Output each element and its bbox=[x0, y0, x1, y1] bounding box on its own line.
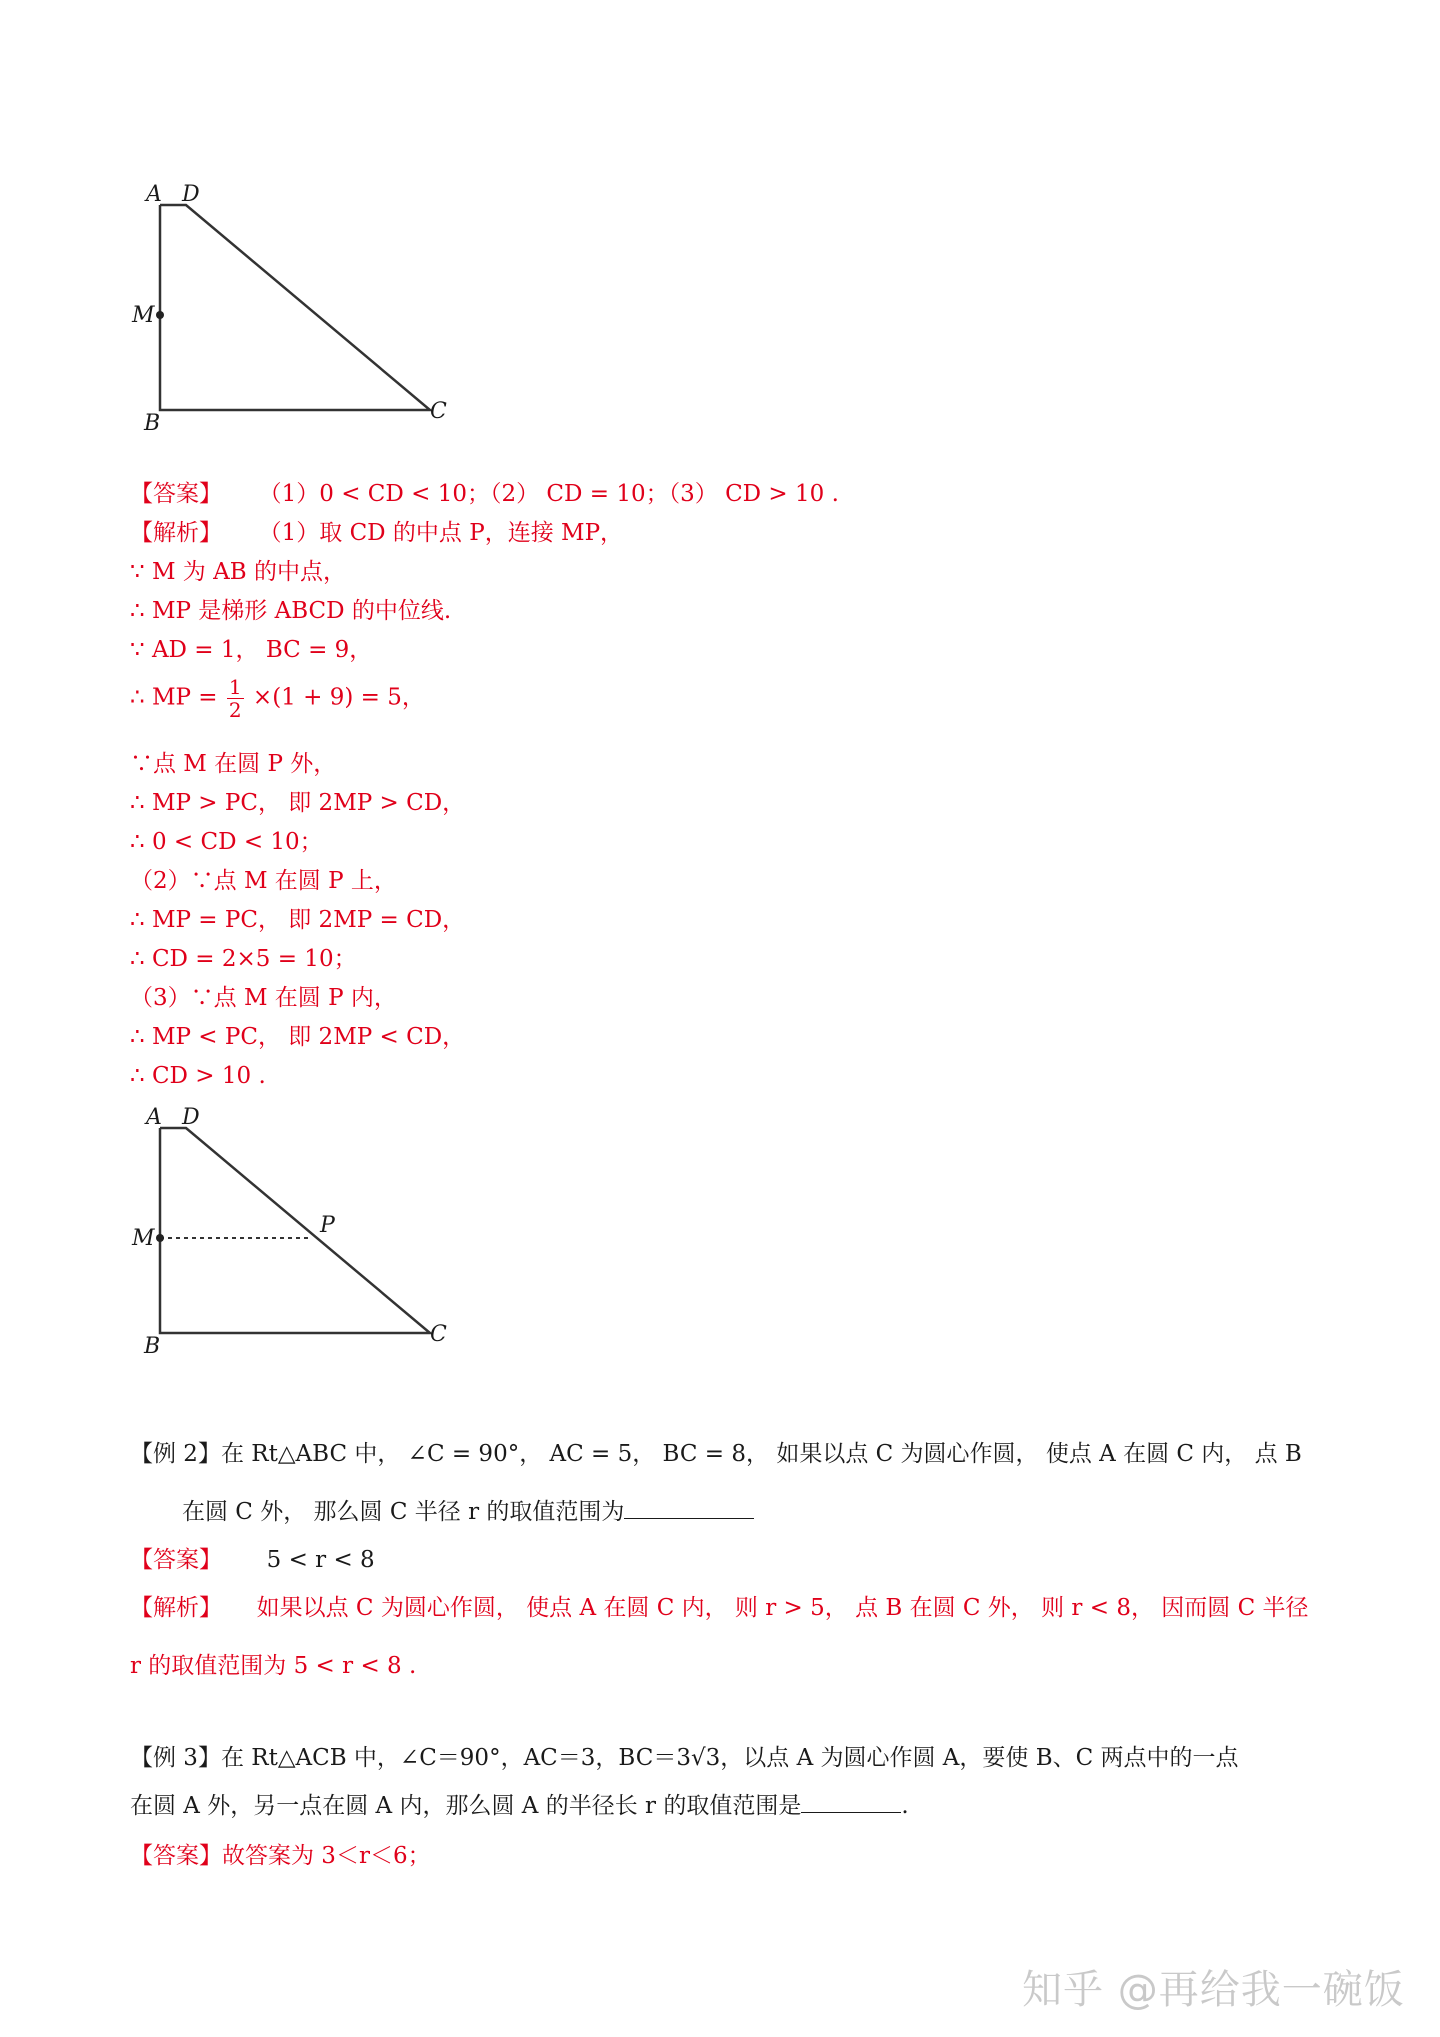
label-b: B bbox=[144, 1334, 161, 1359]
analysis-line-1 bbox=[130, 517, 623, 549]
analysis-tag: 【解析】 bbox=[130, 520, 222, 546]
answer-text: （1）0 < CD < 10；（2） CD = 10；（3） CD > 10 . bbox=[258, 481, 839, 507]
trapezoid-figure-1 bbox=[130, 175, 460, 445]
analysis-step-1: （1）取 CD 的中点 P，连接 MP， bbox=[258, 520, 624, 546]
label-m: M bbox=[132, 1226, 155, 1251]
analysis-step-4: ∵ AD = 1， BC = 9， bbox=[130, 637, 373, 663]
analysis-step-14: ∴ CD > 10 . bbox=[130, 1063, 266, 1089]
analysis-step-5 bbox=[130, 676, 425, 721]
analysis-step-7: ∴ MP > PC， 即 2MP > CD， bbox=[130, 790, 466, 816]
analysis-step-3: ∴ MP 是梯形 ABCD 的中位线. bbox=[130, 598, 452, 624]
analysis-step-6: ∵点 M 在圆 P 外， bbox=[130, 751, 337, 777]
example-3-question-part-2: 在圆 A 外，另一点在圆 A 内，那么圆 A 的半径长 r 的取值范围是 bbox=[130, 1793, 802, 1819]
label-d: D bbox=[182, 1105, 200, 1130]
analysis-step-12: （3）∵点 M 在圆 P 内， bbox=[130, 985, 397, 1011]
analysis-step-8: ∴ 0 < CD < 10； bbox=[130, 829, 323, 855]
example-2-answer: 5 < r < 8 bbox=[266, 1547, 375, 1573]
label-a: A bbox=[146, 1105, 162, 1130]
example-3-question-end: . bbox=[901, 1793, 909, 1819]
example-3-answer: 故答案为 3＜r＜6； bbox=[222, 1843, 431, 1869]
analysis-step-9: （2）∵点 M 在圆 P 上， bbox=[130, 868, 397, 894]
example-2-answer-tag: 【答案】 bbox=[130, 1547, 222, 1573]
mp-result: ×(1 + 9) = 5， bbox=[252, 684, 425, 711]
analysis-step-13: ∴ MP < PC， 即 2MP < CD， bbox=[130, 1024, 466, 1050]
fraction-denominator: 2 bbox=[228, 698, 242, 722]
label-b: B bbox=[144, 411, 161, 436]
label-p: P bbox=[320, 1213, 335, 1238]
watermark: 知乎 @再给我一碗饭 bbox=[1022, 1967, 1405, 2013]
example-3-answer-tag: 【答案】 bbox=[130, 1843, 222, 1869]
example-2-tag: 【例 2】 bbox=[130, 1441, 221, 1467]
example-2-question-line-1 bbox=[130, 1438, 1302, 1470]
label-c: C bbox=[430, 1322, 447, 1347]
trapezoid-figure-2 bbox=[130, 1098, 460, 1368]
analysis-step-11: ∴ CD = 2×5 = 10； bbox=[130, 946, 357, 972]
example-2-answer-line bbox=[130, 1544, 375, 1576]
label-m: M bbox=[132, 303, 155, 328]
analysis-step-10: ∴ MP = PC， 即 2MP = CD， bbox=[130, 907, 466, 933]
example-2-question-line-2 bbox=[182, 1496, 754, 1528]
example-2-question-part-2: 在圆 C 外， 那么圆 C 半径 r 的取值范围为 bbox=[182, 1499, 625, 1525]
example-3-question-part-1: 在 Rt△ACB 中，∠C＝90°，AC＝3，BC＝3√3，以点 A 为圆心作圆 A，要使 B、C 两点中的一点 bbox=[220, 1745, 1239, 1771]
example-3-question-line-2 bbox=[130, 1790, 909, 1822]
example-2-question-part-1: 在 Rt△ABC 中， ∠C = 90°， AC = 5， BC = 8， 如果以点 C 为圆心作圆， 使点 A 在圆 C 内， 点 B bbox=[220, 1441, 1302, 1467]
answer-blank bbox=[624, 1496, 754, 1519]
mp-equals: ∴ MP = bbox=[130, 684, 218, 711]
label-c: C bbox=[430, 399, 447, 424]
example-2-analysis-tag: 【解析】 bbox=[130, 1595, 222, 1621]
example-2-analysis-part-1: 如果以点 C 为圆心作圆， 使点 A 在圆 C 内， 则 r > 5， 点 B 在圆 C 外， 则 r < 8， 因而圆 C 半径 bbox=[256, 1595, 1309, 1621]
answer-line bbox=[130, 478, 839, 510]
label-d: D bbox=[182, 182, 200, 207]
example-3-tag: 【例 3】 bbox=[130, 1745, 221, 1771]
example-2-analysis-line-1 bbox=[130, 1592, 1308, 1624]
example-3-question-line-1 bbox=[130, 1742, 1239, 1774]
example-3-answer-line bbox=[130, 1840, 431, 1872]
analysis-step-2: ∵ M 为 AB 的中点， bbox=[130, 559, 346, 585]
answer-tag: 【答案】 bbox=[130, 481, 222, 507]
fraction-half bbox=[227, 676, 244, 721]
example-2-analysis-line-2: r 的取值范围为 5 < r < 8 . bbox=[130, 1653, 417, 1679]
fraction-numerator: 1 bbox=[228, 675, 242, 699]
label-a: A bbox=[146, 182, 162, 207]
answer-blank bbox=[801, 1790, 901, 1813]
